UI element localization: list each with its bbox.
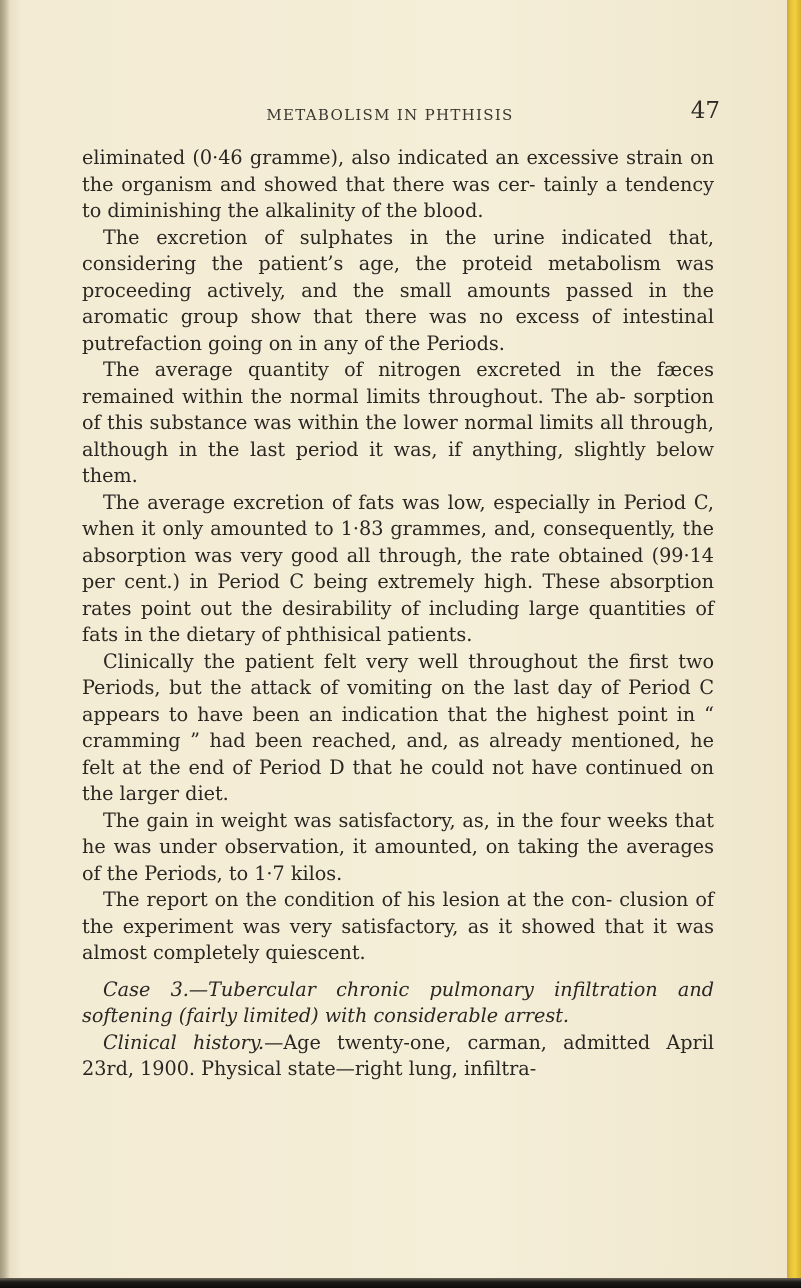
paragraph: Clinically the patient felt very well throughout the first two Periods, but the attack of vomiting on the last day of Period C appears to have been an indication that the highest point in “ cramming ” had been reached, and, as already mentioned, he felt at the end of Period D that he could not have continued on the larger diet. [82, 649, 714, 805]
body-text [82, 145, 714, 1083]
clinical-history [82, 1030, 714, 1083]
case-title: —Tubercular chronic pulmonary infiltration and softening (fairly limited) with considerable arrest. [82, 977, 714, 1027]
page-number: 47 [690, 98, 720, 124]
paragraph: The average excretion of fats was low, especially in Period C, when it only amounted to 1·83 grammes, and, consequently, the absorption was very good all through, the rate obtained (99·14 per cent.) in Period C being extremely high. These absorption rates point out the desirability of including large quantities of fats in the dietary of phthisical patients. [82, 490, 714, 646]
bottom-edge-strip [0, 1278, 801, 1288]
case-label: Case 3. [103, 977, 189, 1001]
case-heading [82, 977, 714, 1030]
paragraph: eliminated (0·46 gramme), also indicated an excessive strain on the organism and showed that there was cer- tainly a tendency to diminishing the alkalinity of the blood. [82, 146, 714, 222]
page-header [60, 98, 720, 132]
running-head: METABOLISM IN PHTHISIS [266, 106, 514, 124]
paragraph: The report on the condition of his lesion at the con- clusion of the experiment was very satisfactory, as it showed that it was almost completely quiescent. [82, 888, 714, 964]
gutter-shadow [0, 0, 10, 1288]
paragraph: The average quantity of nitrogen excreted in the fæces remained within the normal limits throughout. The ab- sorption of this substance was within the lower normal limits all through, although in the last period it was, if anything, slightly below them. [82, 358, 714, 487]
clinical-history-label: Clinical history. [103, 1030, 265, 1054]
clinical-history-text: —Age twenty-one, carman, admitted April 23rd, 1900. Physical state—right lung, infiltra- [82, 1030, 714, 1080]
paragraph: The gain in weight was satisfactory, as, in the four weeks that he was under observation, it amounted, on taking the averages of the Periods, to 1·7 kilos. [82, 808, 714, 885]
paragraph: The excretion of sulphates in the urine indicated that, considering the patient’s age, the proteid metabolism was proceeding actively, and the small amounts passed in the aromatic group show that there was no excess of intestinal putrefaction going on in any of the Periods. [82, 225, 714, 355]
page-edge-strip [787, 0, 801, 1288]
